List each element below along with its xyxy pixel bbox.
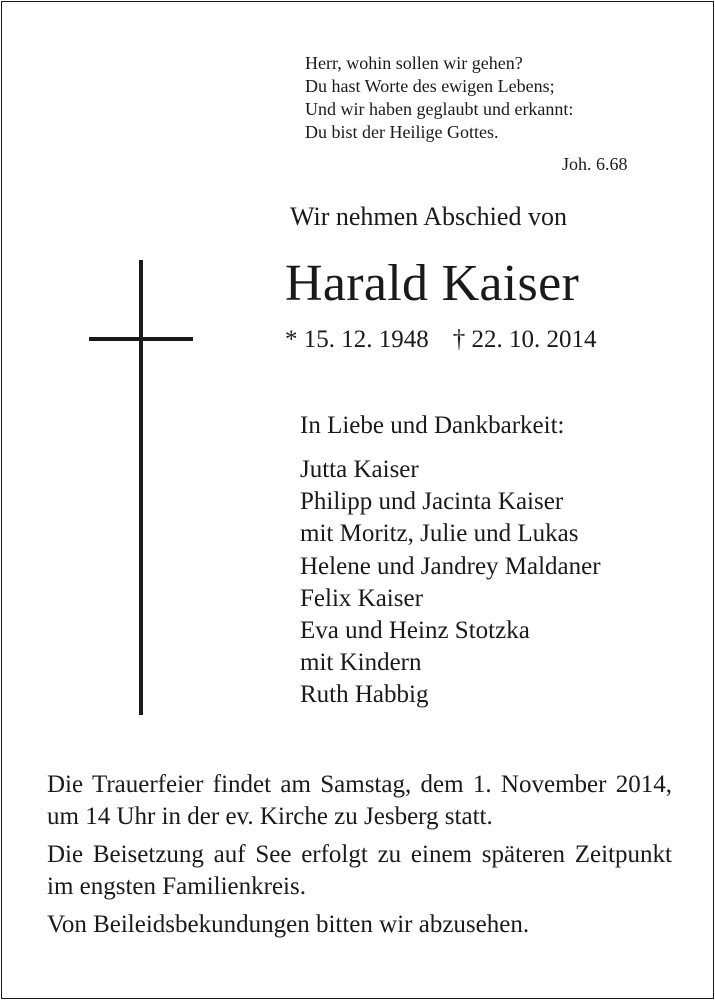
burial-info: Die Beisetzung auf See erfolgt zu einem späteren Zeitpunkt im engsten Familienkreis.	[47, 841, 672, 900]
birth-date: * 15. 12. 1948	[285, 326, 429, 353]
list-item: Jutta Kaiser	[300, 456, 419, 483]
list-item: Philipp und Jacinta Kaiser	[300, 488, 564, 516]
farewell-intro: Wir nehmen Abschied von	[290, 202, 567, 231]
life-dates	[285, 326, 597, 354]
gratitude-heading: In Liebe und Dankbarkeit:	[300, 412, 565, 439]
list-item: mit Moritz, Julie und Lukas	[300, 520, 579, 548]
verse-line: Herr, wohin sollen wir gehen?	[305, 53, 523, 73]
list-item: Felix Kaiser	[300, 584, 423, 612]
death-date: † 22. 10. 2014	[452, 326, 597, 353]
verse-reference: Joh. 6.68	[562, 154, 628, 174]
list-item: mit Kindern	[300, 649, 422, 677]
verse-line: Du bist der Heilige Gottes.	[305, 122, 499, 142]
cross-icon	[139, 260, 143, 715]
cross-icon-beam	[89, 337, 193, 341]
verse-line: Du hast Worte des ewigen Lebens;	[305, 76, 555, 96]
funeral-information	[47, 769, 672, 947]
list-item: Helene und Jandrey Maldaner	[300, 552, 601, 580]
verse-line: Und wir haben geglaubt und erkannt:	[305, 99, 574, 119]
service-info: Die Trauerfeier findet am Samstag, dem 1. November 2014, um 14 Uhr in der ev. Kirche zu Jesberg statt.	[47, 771, 672, 830]
deceased-name: Harald Kaiser	[285, 255, 580, 312]
death-notice	[1, 1, 714, 999]
list-item: Ruth Habbig	[300, 681, 429, 709]
list-item: Eva und Heinz Stotzka	[300, 617, 530, 645]
condolence-note: Von Beileidsbekundungen bitten wir abzusehen.	[47, 911, 530, 938]
mourners-list	[300, 454, 601, 712]
bible-verse	[305, 52, 685, 144]
